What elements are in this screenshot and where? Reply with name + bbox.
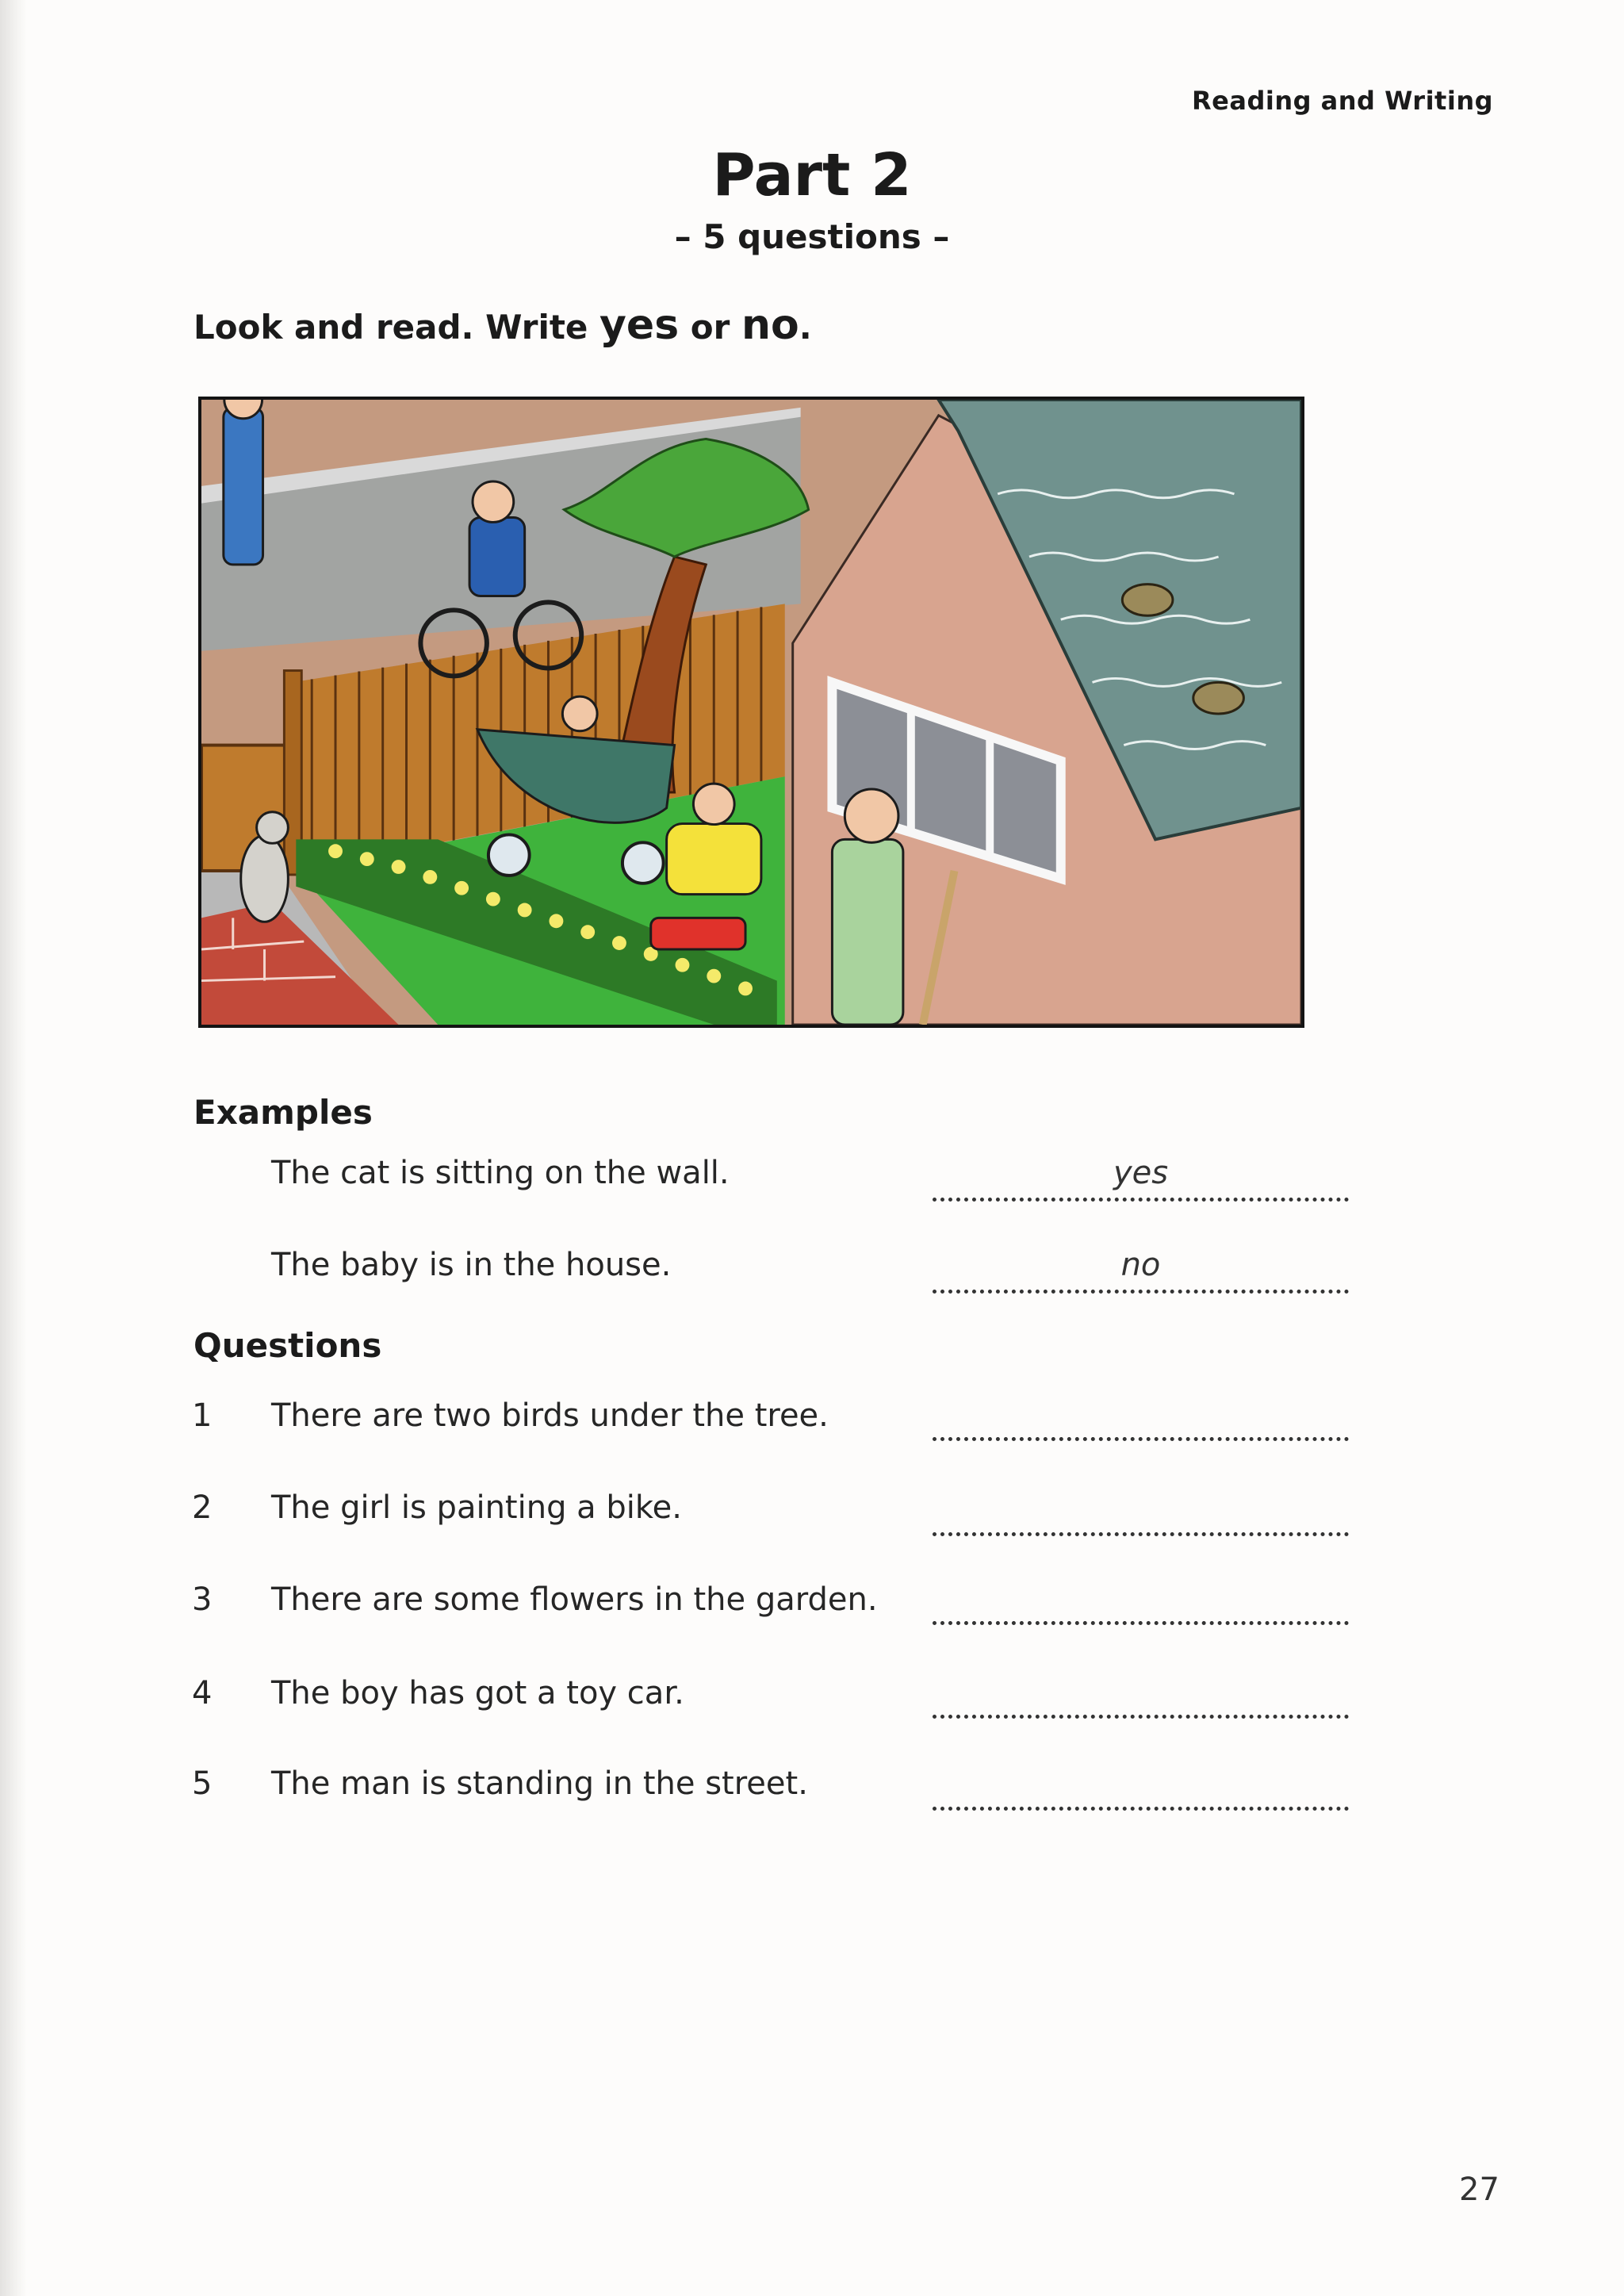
examples-label: Examples	[193, 1093, 373, 1132]
instruction-end: .	[799, 308, 812, 347]
bird-1	[1122, 585, 1173, 616]
question-1-answer-line[interactable]	[933, 1437, 1349, 1441]
man-head	[845, 789, 898, 842]
question-5-sentence: The man is standing in the street.	[271, 1765, 808, 1802]
question-2-number: 2	[192, 1489, 213, 1526]
instruction-yes: yes	[599, 301, 680, 349]
cat	[241, 835, 289, 922]
question-2-sentence: The girl is painting a bike.	[271, 1489, 682, 1526]
pram-wheel-2	[622, 842, 664, 883]
page-number: 27	[1459, 2171, 1500, 2208]
page-edge-shadow	[0, 0, 27, 2296]
instruction-no: no	[741, 301, 799, 349]
example-2-answer: no	[1120, 1247, 1161, 1283]
question-4-sentence: The boy has got a toy car.	[271, 1675, 684, 1711]
question-1-number: 1	[192, 1397, 213, 1434]
cyclist	[469, 517, 525, 596]
question-2-answer-line[interactable]	[933, 1532, 1349, 1536]
question-3-number: 3	[192, 1581, 213, 1618]
cyclist-head	[473, 481, 514, 522]
page-subtitle: – 5 questions –	[674, 217, 950, 256]
bird-2	[1193, 682, 1244, 714]
question-5-number: 5	[192, 1765, 213, 1802]
question-1-sentence: There are two birds under the tree.	[271, 1397, 829, 1434]
toy-car	[651, 918, 745, 949]
instruction	[193, 301, 812, 349]
example-1-sentence: The cat is sitting on the wall.	[271, 1155, 730, 1191]
instruction-lead: Look and read. Write	[193, 308, 600, 347]
man-painting	[832, 839, 902, 1025]
page-title: Part 2	[712, 141, 912, 209]
instruction-connector: or	[679, 308, 741, 347]
cat-head	[257, 812, 289, 844]
question-3-sentence: There are some flowers in the garden.	[271, 1581, 878, 1618]
question-3-answer-line[interactable]	[933, 1621, 1349, 1625]
pram-wheel-1	[488, 834, 530, 875]
boy-head	[693, 784, 734, 824]
scene-svg	[201, 400, 1301, 1025]
woman-standing	[224, 408, 263, 565]
questions-label: Questions	[193, 1326, 382, 1365]
example-1-answer: yes	[1113, 1155, 1169, 1191]
question-4-number: 4	[192, 1675, 213, 1711]
baby	[562, 696, 597, 731]
example-1-answer-line	[933, 1198, 1349, 1202]
question-5-answer-line[interactable]	[933, 1807, 1349, 1811]
example-2-sentence: The baby is in the house.	[271, 1247, 672, 1283]
section-header: Reading and Writing	[1192, 86, 1493, 116]
garden-scene-illustration	[198, 397, 1304, 1028]
boy-sitting	[667, 824, 761, 895]
question-4-answer-line[interactable]	[933, 1715, 1349, 1719]
example-2-answer-line	[933, 1290, 1349, 1294]
